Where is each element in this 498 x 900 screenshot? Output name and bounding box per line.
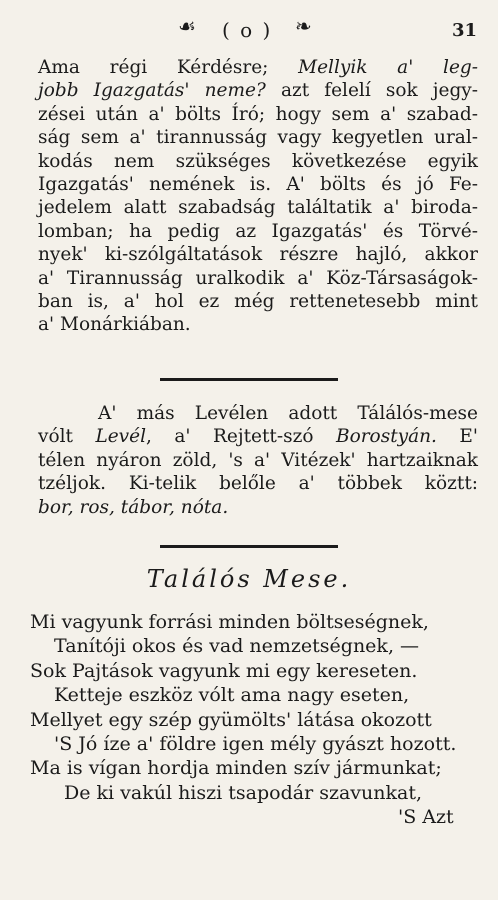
text-segment: tzéljok. Ki-telik belőle a' többek köztt: [38,473,478,495]
text-line [38,267,478,290]
text-line [38,472,478,495]
poem-line: 'S Jó íze a' földre igen mély gyászt hozott. [54,733,457,756]
text-line [38,56,478,79]
italic-text: Levél [95,426,146,448]
text-line [38,425,478,448]
text-line [38,220,478,243]
poem-line: 'S Azt [398,806,454,829]
text-line [38,402,478,425]
text-line [38,243,478,266]
text-segment: , a' Rejtett-szó [146,426,336,448]
ornament-left-icon: ☙ [178,14,196,38]
italic-text: Borostyán. [335,426,437,448]
poem-title: Találós Mese. [146,565,352,593]
text-line [38,196,478,219]
text-segment: a' Tirannusság uralkodik a' Köz-Társaságok- [38,267,478,289]
text-line [38,290,478,313]
page-number: 31 [452,20,478,41]
text-segment: nyek' ki-szólgáltatások részre hajló, akkor [38,244,478,266]
text-segment: vólt [38,426,96,448]
text-line [38,126,478,149]
poem-line: Sok Pajtások vagyunk mi egy kereseten. [30,659,418,682]
text-segment: Igazgatás' nemének is. A' bölts és jó Fe- [38,174,478,196]
poem-line: Ketteje eszköz vólt ama nagy eseten, [54,684,410,707]
text-line [38,449,478,472]
page-header [0,6,498,46]
section-divider [160,378,338,381]
paragraph-answer [38,56,478,337]
poem-line: De ki vakúl hiszi tsapodár szavunkat, [64,781,423,804]
text-line [38,173,478,196]
poem [30,610,480,830]
text-segment: ság sem a' tirannusság vagy kegyetlen ural- [38,127,478,149]
text-segment: télen nyáron zöld, 's a' Vitézek' hartzaiknak [38,449,478,471]
text-segment: Ama régi Kérdésre; [38,57,299,78]
section-divider-2 [160,545,338,548]
text-line [38,150,478,173]
text-segment: lomban; ha pedig az Igazgatás' és Törvé- [38,220,478,242]
poem-line: Tanítóji okos és vad nemzetségnek, — [54,635,420,658]
text-line [38,313,478,336]
text-segment: ban is, a' hol ez még rettenetesebb mint [38,291,478,313]
poem-line: Mellyet egy szép gyümölts' látása okozott [30,708,432,731]
text-segment: E' [436,426,478,448]
text-line [38,103,478,126]
italic-text: jobb Igazgatás' neme? [38,80,266,102]
text-segment: a' Monárkiában. [38,314,191,336]
paragraph-riddle-solution [38,402,478,519]
poem-line: Ma is vígan hordja minden szív jármunkat; [30,757,442,780]
poem-line: Mi vagyunk forrási minden böltseségnek, [30,611,429,633]
page-center-mark: ( o ) [222,18,273,42]
text-line [38,496,478,519]
text-segment: kodás nem szükséges következése egyik [38,150,478,172]
text-segment: zései után a' bölts Író; hogy sem a' szabad- [38,103,478,125]
italic-text: bor, ros, tábor, nóta. [38,496,229,518]
text-line [38,79,478,102]
text-segment: azt felelí sok jegy- [265,80,478,102]
text-segment: jedelem alatt szabadság találtatik a' biroda- [38,197,478,219]
italic-text: Mellyik a' leg- [298,57,478,78]
ornament-right-icon: ❧ [295,14,312,38]
text-segment: A' más Levélen adott Tálálós-mese [98,403,478,424]
